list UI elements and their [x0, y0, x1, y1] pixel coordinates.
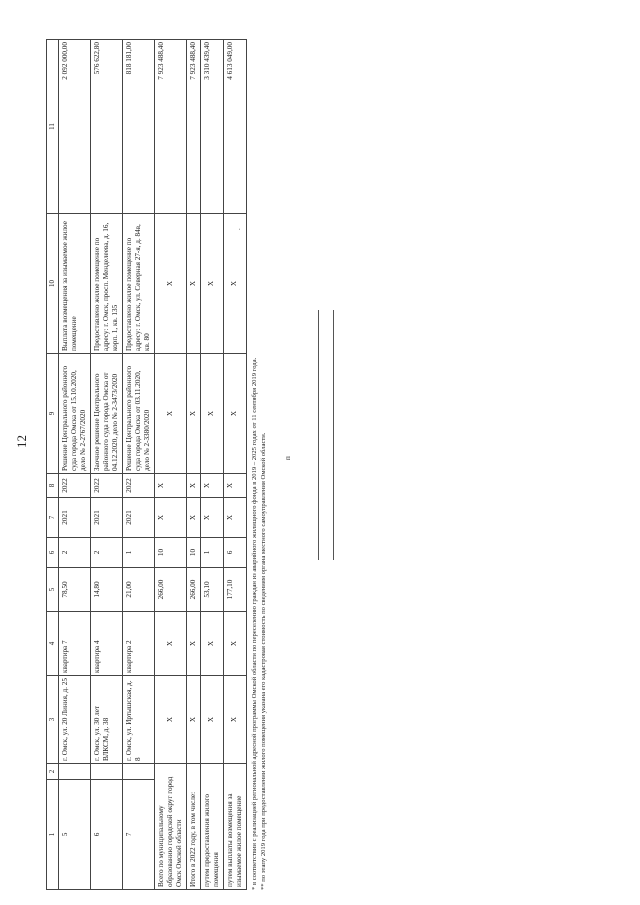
table-row: [90, 40, 122, 890]
table-cell: [58, 764, 90, 780]
table-cell: квартира 7: [58, 612, 90, 676]
table-cell: 2022: [122, 474, 154, 498]
table-cell: 2: [90, 538, 122, 568]
column-header: 5: [47, 568, 59, 612]
table-cell: Решение Центрального районного суда города Омска от 15.10.2020, дело № 2-2767/2020: [58, 354, 90, 474]
table-cell: г. Омск, ул. 20 Линия, д. 25: [58, 676, 90, 764]
table-cell: 2021: [122, 498, 154, 538]
table-cell: Х: [200, 612, 223, 676]
table-cell: Х: [154, 474, 186, 498]
table-cell: 266,00: [154, 568, 186, 612]
signature-line: [333, 310, 334, 560]
table-cell: 4 613 049,00: [223, 40, 246, 214]
table-cell: Х: [223, 474, 246, 498]
table-cell: Х: [186, 498, 200, 538]
table-cell: Заочное решение Центрального районного суда города Омска от 04.12.2020, дело № 2-3473/2020: [90, 354, 122, 474]
column-header: 10: [47, 214, 59, 354]
table-cell: 2021: [58, 498, 90, 538]
column-header: 11: [47, 40, 59, 214]
table-cell: Выплата возмещения за изымаемое жилое помещение: [58, 214, 90, 354]
column-header: 1: [47, 780, 59, 890]
table-row: [186, 40, 200, 890]
table-cell: Х: [223, 354, 246, 474]
table-row: [154, 40, 186, 890]
margin-dot: .: [234, 228, 242, 230]
table-cell: квартира 2: [122, 612, 154, 676]
column-header: 4: [47, 612, 59, 676]
table-cell: 1: [122, 538, 154, 568]
table-cell: 7 923 488,40: [154, 40, 186, 214]
table-cell: 5: [58, 780, 90, 890]
footnote-2: ** по этапу 2019 года при предоставлении жилого помещения указана его кадастровая стоимость по сведениям органа местного самоуправления Омской области.: [259, 432, 267, 890]
rotated-document-frame: [46, 40, 346, 890]
table-cell: 10: [186, 538, 200, 568]
table-cell: Предоставлено жилое помещение по адресу: г. Омск, просп. Менделеева, д. 16, корп. 1, кв. 135: [90, 214, 122, 354]
table-cell: 2022: [58, 474, 90, 498]
table-cell: 266,00: [186, 568, 200, 612]
margin-mark: п: [284, 456, 292, 460]
table-cell: 53,10: [200, 568, 223, 612]
column-header: 7: [47, 498, 59, 538]
column-header: 3: [47, 676, 59, 764]
header-row: [47, 40, 59, 890]
table-cell: Итого в 2022 году, в том числе:: [186, 764, 200, 890]
table-cell: Х: [186, 612, 200, 676]
table-cell: г. Омск, ул. Иртышская, д. 8: [122, 676, 154, 764]
table-cell: 7: [122, 780, 154, 890]
resettlement-table: [46, 39, 247, 890]
page-number: 12: [14, 435, 29, 448]
table-cell: 818 181,00: [122, 40, 154, 214]
table-cell: 177,10: [223, 568, 246, 612]
table-cell: Х: [200, 354, 223, 474]
table-cell: 7 923 488,40: [186, 40, 200, 214]
table-cell: Х: [186, 214, 200, 354]
table-row: [200, 40, 223, 890]
footnote-1: * в соответствии с реализацией региональной адресной программы Омской области по переселению граждан из аварийного жилищного фонда в 2019 – 2025 годах от 11 сентября 2019 года.: [250, 357, 258, 890]
footnotes: [251, 40, 269, 890]
column-header: 6: [47, 538, 59, 568]
table-cell: Х: [200, 474, 223, 498]
signature-line: [318, 310, 319, 560]
table-cell: Х: [223, 214, 246, 354]
table-cell: Х: [200, 214, 223, 354]
column-header: 8: [47, 474, 59, 498]
table-cell: квартира 4: [90, 612, 122, 676]
table-cell: 6: [223, 538, 246, 568]
table-cell: 10: [154, 538, 186, 568]
table-cell: Х: [154, 498, 186, 538]
table-cell: Х: [223, 612, 246, 676]
table-cell: Х: [200, 498, 223, 538]
table-cell: путем выплаты возмещения за изымаемое жилое помещение: [223, 764, 246, 890]
table-cell: [90, 764, 122, 780]
table-cell: 6: [90, 780, 122, 890]
table-row: [58, 40, 90, 890]
table-cell: 14,80: [90, 568, 122, 612]
table-cell: Х: [223, 498, 246, 538]
table-cell: 1: [200, 538, 223, 568]
table-cell: Х: [200, 676, 223, 764]
table-cell: Х: [154, 612, 186, 676]
table-cell: Х: [223, 676, 246, 764]
table-cell: 3 310 439,40: [200, 40, 223, 214]
table-cell: 2 092 000,00: [58, 40, 90, 214]
table-cell: Х: [154, 354, 186, 474]
column-header: 9: [47, 354, 59, 474]
table-cell: [122, 764, 154, 780]
table-cell: Х: [186, 676, 200, 764]
table-cell: Х: [154, 214, 186, 354]
table-cell: Всего по муниципальному образованию городской округ город Омск Омской области: [154, 764, 186, 890]
table-cell: г. Омск, ул. 30 лет ВЛКСМ, д. 38: [90, 676, 122, 764]
table-row: [122, 40, 154, 890]
table-cell: 576 622,80: [90, 40, 122, 214]
table-body: [58, 40, 246, 890]
table-cell: Х: [154, 676, 186, 764]
table-cell: 2021: [90, 498, 122, 538]
table-cell: Предоставлено жилое помещение по адресу: г. Омск, ул. Северная 27-я, д. 84в, кв. 80: [122, 214, 154, 354]
table-cell: путем предоставления жилого помещения: [200, 764, 223, 890]
table-cell: 21,00: [122, 568, 154, 612]
table-row: [223, 40, 246, 890]
table-cell: 2: [58, 538, 90, 568]
table-cell: 78,50: [58, 568, 90, 612]
table-cell: Решение Центрального районного суда города Омска от 03.11.2020, дело № 2-3380/2020: [122, 354, 154, 474]
column-header: 2: [47, 764, 59, 780]
table-cell: Х: [186, 474, 200, 498]
table-cell: Х: [186, 354, 200, 474]
signature-block: [304, 280, 334, 560]
table-cell: 2022: [90, 474, 122, 498]
